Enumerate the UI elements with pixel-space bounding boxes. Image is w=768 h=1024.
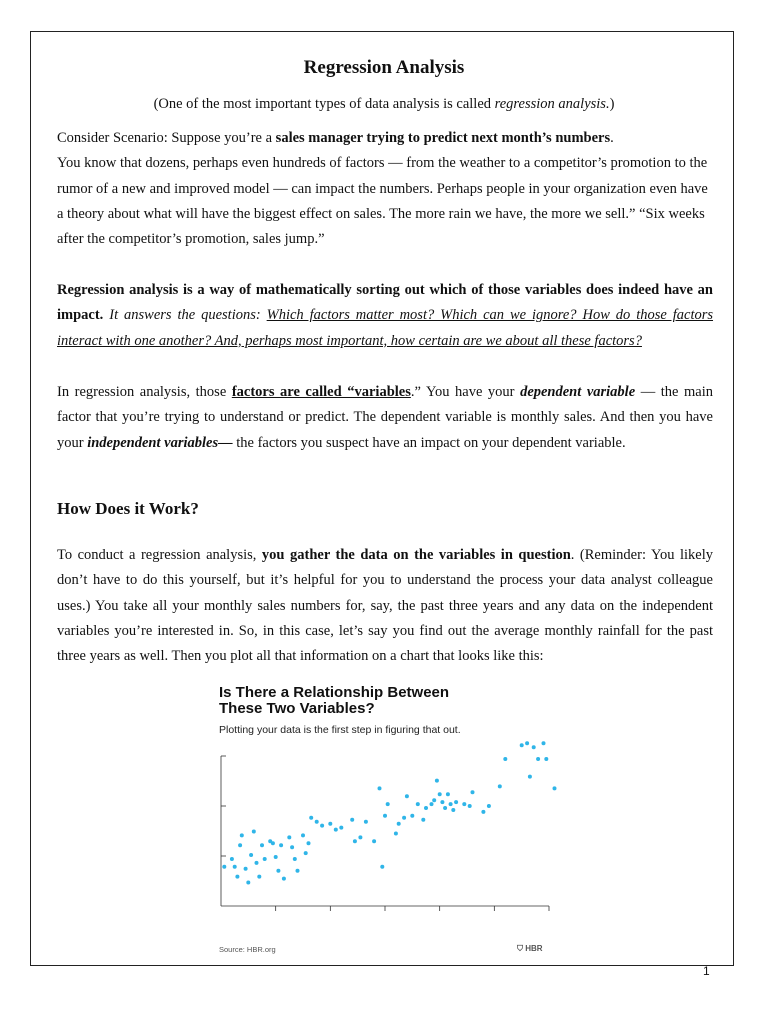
chart-axes bbox=[221, 756, 549, 911]
scatter-point bbox=[304, 851, 308, 855]
scatter-point bbox=[383, 814, 387, 818]
scatter-point bbox=[296, 869, 300, 873]
scatter-point bbox=[451, 808, 455, 812]
scatter-point bbox=[276, 869, 280, 873]
scatter-point bbox=[410, 814, 414, 818]
scenario-bold: sales manager trying to predict next month’s numbers bbox=[275, 130, 611, 146]
brand-label: HBR bbox=[525, 944, 543, 953]
scenario-text: You know that dozens, perhaps even hundreds of factors — from the weather to a competitor’s promotion to the rumor of a new and improved model — can impact the numbers. Perhaps people in your organization even have a theory about what will have the biggest effect on sales. The more rain we have, the more we sell.” “Six weeks after the competitor’s promotion, sales jump.” bbox=[57, 155, 708, 248]
scatter-point bbox=[471, 790, 475, 794]
scatter-point bbox=[435, 779, 439, 783]
scatter-point bbox=[386, 802, 390, 806]
scatter-point bbox=[246, 881, 250, 885]
definition-italic: It answers the questions: bbox=[109, 307, 261, 324]
independent-variables-term: independent variables— bbox=[87, 434, 233, 451]
scatter-point bbox=[350, 818, 354, 822]
scatter-point bbox=[440, 800, 444, 804]
scatter-point bbox=[378, 786, 382, 790]
scatter-point bbox=[230, 857, 234, 861]
paragraph-process bbox=[57, 543, 713, 669]
paragraph-scenario bbox=[57, 126, 713, 252]
paragraph-variables bbox=[57, 380, 713, 456]
scatter-point bbox=[328, 822, 332, 826]
variables-bold-underlined: factors are called “variables bbox=[231, 384, 411, 400]
scatter-point bbox=[282, 877, 286, 881]
scatter-point bbox=[421, 818, 425, 822]
scatter-point bbox=[397, 822, 401, 826]
scatter-point bbox=[380, 865, 384, 869]
scatter-point bbox=[498, 784, 502, 788]
scatter-point bbox=[432, 798, 436, 802]
process-t1: To conduct a regression analysis, bbox=[57, 547, 262, 563]
process-bold: you gather the data on the variables in question bbox=[261, 547, 571, 563]
scatter-point bbox=[520, 743, 524, 747]
scatter-point bbox=[532, 745, 536, 749]
scatter-point bbox=[307, 841, 311, 845]
subtitle-close: ) bbox=[609, 96, 615, 112]
scatter-point bbox=[334, 828, 338, 832]
variables-t1: In regression analysis, those bbox=[57, 384, 232, 400]
scatter-point bbox=[353, 839, 357, 843]
document-title: Regression Analysis bbox=[303, 57, 465, 78]
hbr-logo bbox=[517, 944, 543, 954]
scatter-point bbox=[260, 843, 264, 847]
scatter-point bbox=[364, 820, 368, 824]
scatter-point bbox=[222, 865, 226, 869]
scatter-point bbox=[252, 830, 256, 834]
scatter-point bbox=[487, 804, 491, 808]
variables-t4: the factors you suspect have an impact on your dependent variable. bbox=[232, 434, 626, 451]
scatter-point bbox=[449, 802, 453, 806]
scatter-point bbox=[372, 839, 376, 843]
chart-subtitle: Plotting your data is the first step in figuring that out. bbox=[219, 724, 461, 736]
scatter-point bbox=[542, 741, 546, 745]
scatter-point bbox=[315, 820, 319, 824]
paragraph-definition bbox=[57, 278, 713, 354]
data-points bbox=[222, 741, 556, 884]
scatter-point bbox=[339, 826, 343, 830]
subtitle-text: (One of the most important types of data analysis is called bbox=[153, 96, 495, 112]
scatter-point bbox=[446, 792, 450, 796]
scatter-point bbox=[424, 806, 428, 810]
scatter-point bbox=[462, 802, 466, 806]
scatter-point bbox=[240, 833, 244, 837]
page-number: 1 bbox=[703, 964, 710, 978]
subtitle-emphasis: regression analysis. bbox=[494, 96, 610, 112]
scatter-point bbox=[405, 794, 409, 798]
scatter-point bbox=[287, 835, 291, 839]
chart-title-line1: Is There a Relationship Between bbox=[219, 684, 450, 701]
scatter-point bbox=[293, 857, 297, 861]
scatter-point bbox=[402, 816, 406, 820]
scatter-point bbox=[244, 867, 248, 871]
scatter-point bbox=[525, 741, 529, 745]
scatter-point bbox=[430, 802, 434, 806]
scatter-point bbox=[358, 835, 362, 839]
scatter-point bbox=[481, 810, 485, 814]
variables-t3: — the main factor that you’re trying to understand or predict. The dependent variable is monthly sales. And then you have your bbox=[57, 384, 714, 451]
scatter-chart-figure bbox=[215, 683, 560, 958]
scatter-point bbox=[255, 861, 259, 865]
scatter-point bbox=[536, 757, 540, 761]
definition-bold: Regression analysis is a way of mathematically sorting out which of those variables does indeed have an impact. bbox=[57, 282, 713, 324]
shield-icon: ⛉ bbox=[517, 944, 523, 953]
scatter-point bbox=[416, 802, 420, 806]
scatter-point bbox=[320, 824, 324, 828]
chart-title-line2: These Two Variables? bbox=[219, 700, 375, 717]
scatter-point bbox=[271, 841, 275, 845]
process-t2: . (Reminder: You likely don’t have to do this yourself, but it’s helpful for you to understand the process your data analyst colleague uses.) You take all your monthly sales numbers for, say, the past three years and any data on the independent variables you’re interested in. So, in this case, let’s say you find out the average monthly rainfall for the past three years as well. Then you plot all that information on a chart that looks like this: bbox=[57, 547, 713, 665]
document-subtitle bbox=[0, 96, 768, 113]
scatter-point bbox=[257, 875, 261, 879]
scatter-point bbox=[238, 843, 242, 847]
variables-t2: .” You have your bbox=[410, 384, 521, 400]
chart-title bbox=[219, 685, 449, 717]
scatter-point bbox=[233, 865, 237, 869]
scatter-point bbox=[249, 853, 253, 857]
scatter-plot bbox=[215, 741, 560, 941]
chart-source: Source: HBR.org bbox=[219, 945, 276, 954]
scatter-point bbox=[553, 786, 557, 790]
scatter-point bbox=[290, 845, 294, 849]
scenario-lead: Consider Scenario: Suppose you’re a bbox=[57, 130, 276, 146]
scatter-point bbox=[309, 816, 313, 820]
scatter-point bbox=[443, 806, 447, 810]
scatter-point bbox=[528, 775, 532, 779]
definition-questions: Which factors matter most? Which can we ignore? How do those factors interact with one another? And, perhaps most important, how certain are we about all these factors? bbox=[57, 307, 714, 349]
scatter-point bbox=[454, 800, 458, 804]
scatter-point bbox=[394, 832, 398, 836]
scatter-point bbox=[438, 792, 442, 796]
scatter-point bbox=[263, 857, 267, 861]
dependent-variable-term: dependent variable bbox=[520, 384, 636, 400]
scatter-point bbox=[279, 843, 283, 847]
scatter-point bbox=[503, 757, 507, 761]
scatter-point bbox=[235, 875, 239, 879]
scatter-point bbox=[468, 804, 472, 808]
scatter-point bbox=[274, 855, 278, 859]
scatter-point bbox=[544, 757, 548, 761]
scatter-point bbox=[301, 833, 305, 837]
section-heading: How Does it Work? bbox=[57, 499, 199, 518]
scenario-dot: . bbox=[610, 130, 614, 146]
